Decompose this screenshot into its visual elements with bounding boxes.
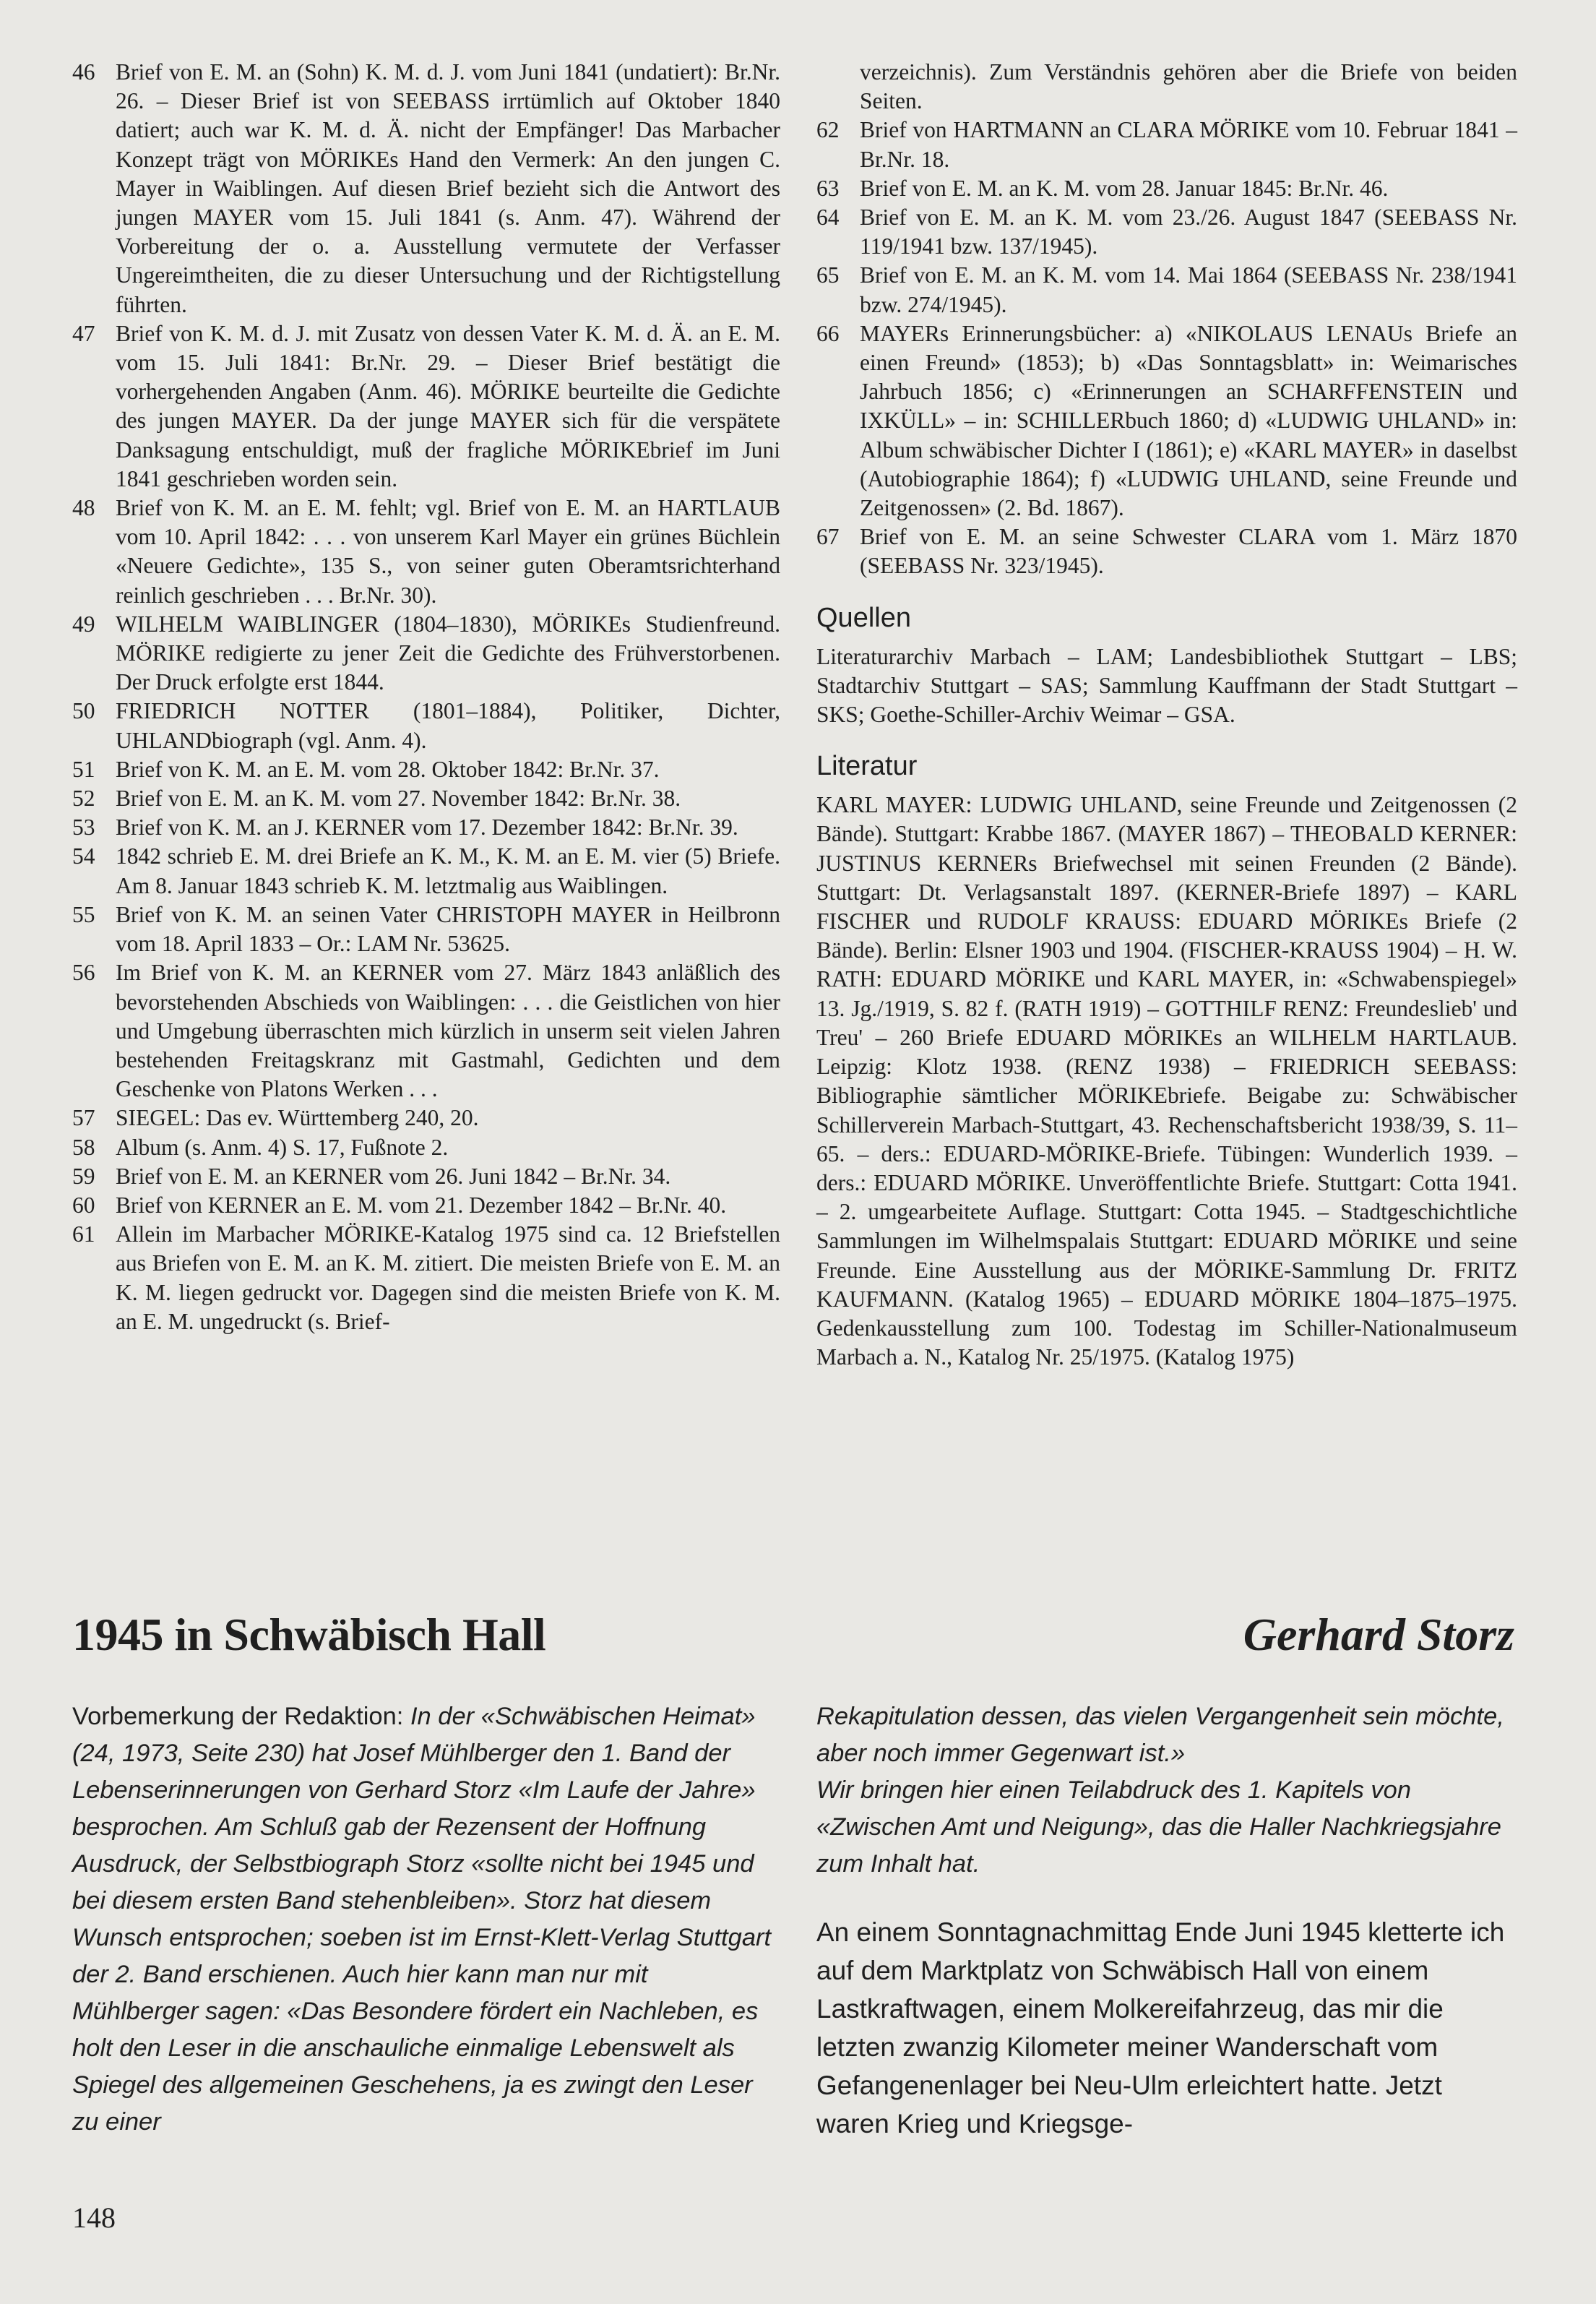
footnote-text: Allein im Marbacher MÖRIKE-Katalog 1975 sind ca. 12 Briefstellen aus Briefen von E. M. an K. M. zitiert. Die meisten Briefe von E. M. an K. M. liegen gedruckt vor. Dagegen sind die meisten Briefe von K. M. an E. M. ungedruckt (s. Brief- (116, 1221, 780, 1334)
footnote-text: Brief von E. M. an K. M. vom 23./26. August 1847 (SEEBASS Nr. 119/1941 bzw. 137/1945). (860, 205, 1517, 259)
footnote-52 (72, 784, 780, 813)
footnote-text: Brief von KERNER an E. M. vom 21. Dezember 1842 – Br.Nr. 40. (116, 1192, 727, 1218)
quellen-text: Literaturarchiv Marbach – LAM; Landesbibliothek Stuttgart – LBS; Stadtarchiv Stuttgart – SAS; Sammlung Kauffmann der Stadt Stuttgart – SKS; Goethe-Schiller-Archiv Weimar – GSA. (816, 643, 1517, 728)
footnote-number: 61 (72, 1221, 95, 1247)
footnote-text: Brief von E. M. an K. M. vom 14. Mai 1864 (SEEBASS Nr. 238/1941 bzw. 274/1945). (860, 262, 1517, 317)
footnote-number: 49 (72, 611, 95, 637)
footnote-48 (72, 494, 780, 610)
footnote-66 (816, 319, 1517, 523)
preface-label: Vorbemerkung der Redaktion: (72, 1703, 404, 1730)
article-body-text: An einem Sonntagnachmittag Ende Juni 1945 kletterte ich auf dem Marktplatz von Schwäbisch Hall von einem Lastkraftwagen, einem Molkereifahrzeug, das mir die letzten zwanzig Kilometer meiner Wanderschaft vom Gefangenenlager bei Neu-Ulm erleichtert hatte. Jetzt waren Krieg und Kriegsge- (816, 1917, 1505, 2138)
footnote-number: 46 (72, 59, 95, 85)
footnote-text: Brief von E. M. an K. M. vom 28. Januar 1845: Br.Nr. 46. (860, 175, 1389, 201)
literatur-heading: Literatur (816, 751, 918, 782)
article-right-column (816, 1698, 1517, 2143)
footnote-text: Brief von K. M. d. J. mit Zusatz von dessen Vater K. M. d. Ä. an E. M. vom 15. Juli 1841: Br.Nr. 29. – Dieser Brief bestätigt die vorhergehenden Angaben (Anm. 46). MÖRIKE beurteilte die Gedichte des jungen MAYER. Da der junge MAYER sich für die verspätete Danksagung entschuldigt, muß der fragliche MÖRIKEbrief im Juni 1841 geschrieben worden sein. (116, 320, 780, 491)
article-author: Gerhard Storz (1243, 1609, 1514, 1660)
footnote-60 (72, 1191, 780, 1220)
footnote-number: 63 (816, 175, 840, 201)
footnote-text: Brief von K. M. an E. M. fehlt; vgl. Brief von E. M. an HARTLAUB vom 10. April 1842: . . . von unserem Karl Mayer ein grünes Büchlein «Neuere Gedichte», 135 S., von seiner guten Oberamtsrichterhand reinlich geschrieben . . . Br.Nr. 30). (116, 495, 780, 608)
footnote-58 (72, 1133, 780, 1162)
footnote-55 (72, 900, 780, 958)
footnote-64 (816, 203, 1517, 261)
footnote-text: Brief von K. M. an E. M. vom 28. Oktober 1842: Br.Nr. 37. (116, 756, 660, 782)
preface-text-right: Rekapitulation dessen, das vielen Vergangenheit sein möchte, aber noch immer Gegenwart ist.» (816, 1703, 1504, 1767)
footnote-57 (72, 1104, 780, 1132)
page-number: 148 (72, 2201, 116, 2234)
footnote-number: 56 (72, 960, 95, 986)
footnote-62 (816, 116, 1517, 173)
footnote-text: Brief von E. M. an KERNER vom 26. Juni 1842 – Br.Nr. 34. (116, 1163, 671, 1189)
footnote-number: 66 (816, 320, 840, 346)
footnote-51 (72, 755, 780, 784)
footnote-46 (72, 58, 780, 319)
footnote-number: 51 (72, 756, 95, 782)
footnote-47 (72, 319, 780, 494)
footnote-number: 59 (72, 1163, 95, 1189)
footnote-number: 50 (72, 698, 95, 724)
footnote-56 (72, 958, 780, 1104)
footnote-number: 55 (72, 901, 95, 927)
footnotes-right-list (816, 58, 1517, 581)
footnote-text: Album (s. Anm. 4) S. 17, Fußnote 2. (116, 1134, 449, 1160)
footnote-59 (72, 1162, 780, 1191)
footnote-49 (72, 610, 780, 697)
footnote-text: verzeichnis). Zum Verständnis gehören aber die Briefe von beiden Seiten. (860, 59, 1517, 114)
footnote-cont (816, 58, 1517, 116)
footnote-number: 48 (72, 495, 95, 521)
footnote-number: 54 (72, 843, 95, 869)
quellen-heading: Quellen (816, 602, 911, 633)
footnote-text: Brief von K. M. an seinen Vater CHRISTOPH MAYER in Heilbronn vom 18. April 1833 – Or.: LAM Nr. 53625. (116, 901, 780, 957)
footnote-number: 47 (72, 320, 95, 346)
footnote-63 (816, 174, 1517, 203)
literatur-text: KARL MAYER: LUDWIG UHLAND, seine Freunde und Zeitgenossen (2 Bände). Stuttgart: Krabbe 1867. (MAYER 1867) – THEOBALD KERNER: JUSTINUS KERNERs Briefwechsel mit seinen Freunden (2 Bände). Stuttgart: Dt. Verlagsanstalt 1897. (KERNER-Briefe 1897) – KARL FISCHER und RUDOLF KRAUSS: EDUARD MÖRIKEs Briefe (2 Bände). Berlin: Elsner 1903 und 1904. (FISCHER-KRAUSS 1904) – H. W. RATH: EDUARD MÖRIKE und KARL MAYER, in: «Schwabenspiegel» 13. Jg./1919, S. 82 f. (RATH 1919) – GOTTHILF RENZ: Freundeslieb' und Treu' – 260 Briefe EDUARD MÖRIKEs an WILHELM HARTLAUB. Leipzig: Klotz 1938. (RENZ 1938) – FRIEDRICH SEEBASS: Bibliographie sämtlicher MÖRIKEbriefe. Beigabe zu: Schwäbischer Schillerverein Marbach-Stuttgart, 43. Rechenschaftsbericht 1938/39, S. 11–65. – ders.: EDUARD-MÖRIKE-Briefe. Tübingen: Wunderlich 1939. – ders.: EDUARD MÖRIKE. Unveröffentlichte Briefe. Stuttgart: Cotta 1941. – 2. umgearbeitete Auflage. Stuttgart: Cotta 1945. – Stadtgeschichtliche Sammlungen im Wilhelmspalais Stuttgart: EDUARD MÖRIKE und seine Freunde. Eine Ausstellung aus der MÖRIKE-Sammlung Dr. FRITZ KAUFMANN. (Katalog 1965) – EDUARD MÖRIKE 1804–1875–1975. Gedenkausstellung zum 100. Todestag im Schiller-Nationalmuseum Marbach a. N., Katalog Nr. 25/1975. (Katalog 1975) (816, 792, 1517, 1370)
footnote-number: 58 (72, 1134, 95, 1160)
footnote-number: 62 (816, 117, 840, 143)
preface-text-right-2: Wir bringen hier einen Teilabdruck des 1. Kapitels von «Zwischen Amt und Neigung», das die Haller Nachkriegsjahre zum Inhalt hat. (816, 1776, 1501, 1878)
footnote-61 (72, 1220, 780, 1336)
footnote-number: 53 (72, 814, 95, 841)
footnote-text: MAYERs Erinnerungsbücher: a) «NIKOLAUS LENAUs Briefe an einen Freund» (1853); b) «Das Sonntagsblatt» in: Weimarisches Jahrbuch 1856; c) «Erinnerungen an SCHARFFENSTEIN und IXKÜLL» – in: SCHILLERbuch 1860; d) «LUDWIG UHLAND» in: Album schwäbischer Dichter I (1861); e) «KARL MAYER» in daselbst (Autobiographie 1864); f) «LUDWIG UHLAND, seine Freunde und Zeitgenossen» (2. Bd. 1867). (860, 320, 1517, 521)
footnote-text: Im Brief von K. M. an KERNER vom 27. März 1843 anläßlich des bevorstehenden Abschieds von Waiblingen: . . . die Geistlichen von hier und Umgebung überraschten mich kürzlich in unserm seit vielen Jahren bestehenden Freitagskranz mit Gastmahl, Gedichten und dem Geschenke von Platons Werken . . . (116, 960, 780, 1102)
footnote-67 (816, 523, 1517, 580)
footnote-text: Brief von HARTMANN an CLARA MÖRIKE vom 10. Februar 1841 – Br.Nr. 18. (860, 117, 1517, 172)
footnote-number: 64 (816, 205, 840, 231)
footnote-number: 57 (72, 1105, 95, 1131)
footnote-number: 65 (816, 262, 840, 288)
footnote-54 (72, 842, 780, 900)
footnote-text: Brief von E. M. an K. M. vom 27. November 1842: Br.Nr. 38. (116, 786, 681, 812)
article-title: 1945 in Schwäbisch Hall (72, 1609, 546, 1660)
footnote-text: FRIEDRICH NOTTER (1801–1884), Politiker, Dichter, UHLANDbiograph (vgl. Anm. 4). (116, 698, 780, 753)
footnote-number: 60 (72, 1192, 95, 1218)
footnotes-left-column (72, 58, 780, 1336)
preface-text-left: In der «Schwäbischen Heimat» (24, 1973, Seite 230) hat Josef Mühlberger den 1. Band der Lebenserinnerungen von Gerhard Storz «Im Laufe der Jahre» besprochen. Am Schluß gab der Rezensent der Hoffnung Ausdruck, der Selbstbiograph Storz «sollte nicht bei 1945 und bei diesem ersten Band stehenbleiben». Storz hat diesem Wunsch entsprochen; soeben ist im Ernst-Klett-Verlag Stuttgart der 2. Band erschienen. Auch hier kann man nur mit Mühlberger sagen: «Das Besondere fördert ein Nachleben, es holt den Leser in die anschauliche einmalige Lebenswelt als Spiegel des allgemeinen Geschehens, ja es zwingt den Leser zu einer (72, 1703, 772, 2136)
footnote-number: 67 (816, 524, 840, 550)
footnote-text: Brief von K. M. an J. KERNER vom 17. Dezember 1842: Br.Nr. 39. (116, 814, 738, 841)
footnote-50 (72, 697, 780, 755)
footnote-53 (72, 813, 780, 842)
footnote-text: Brief von E. M. an (Sohn) K. M. d. J. vom Juni 1841 (undatiert): Br.Nr. 26. – Dieser Brief ist von SEEBASS irrtümlich auf Oktober 1840 datiert; auch war K. M. d. Ä. nicht der Empfänger! Das Marbacher Konzept trägt von MÖRIKEs Hand den Vermerk: An den jungen C. Mayer in Waiblingen. Auf diesen Brief bezieht sich die Antwort des jungen MAYER vom 15. Juli 1841 (s. Anm. 47). Während der Vorbereitung der o. a. Ausstellung vermutete der Verfasser Ungereimtheiten, die zu dieser Untersuchung und der Richtigstellung führten. (116, 59, 780, 317)
footnote-text: Brief von E. M. an seine Schwester CLARA vom 1. März 1870 (SEEBASS Nr. 323/1945). (860, 524, 1517, 579)
footnote-text: SIEGEL: Das ev. Württemberg 240, 20. (116, 1105, 479, 1131)
footnotes-right-column (816, 58, 1517, 1372)
footnote-65 (816, 261, 1517, 319)
article-left-column (72, 1698, 780, 2141)
footnote-text: WILHELM WAIBLINGER (1804–1830), MÖRIKEs Studienfreund. MÖRIKE redigierte zu jener Zeit die Gedichte des Frühverstorbenen. Der Druck erfolgte erst 1844. (116, 611, 780, 695)
footnote-number: 52 (72, 786, 95, 812)
footnote-text: 1842 schrieb E. M. drei Briefe an K. M., K. M. an E. M. vier (5) Briefe. Am 8. Januar 1843 schrieb K. M. letztmalig aus Waiblingen. (116, 843, 780, 898)
